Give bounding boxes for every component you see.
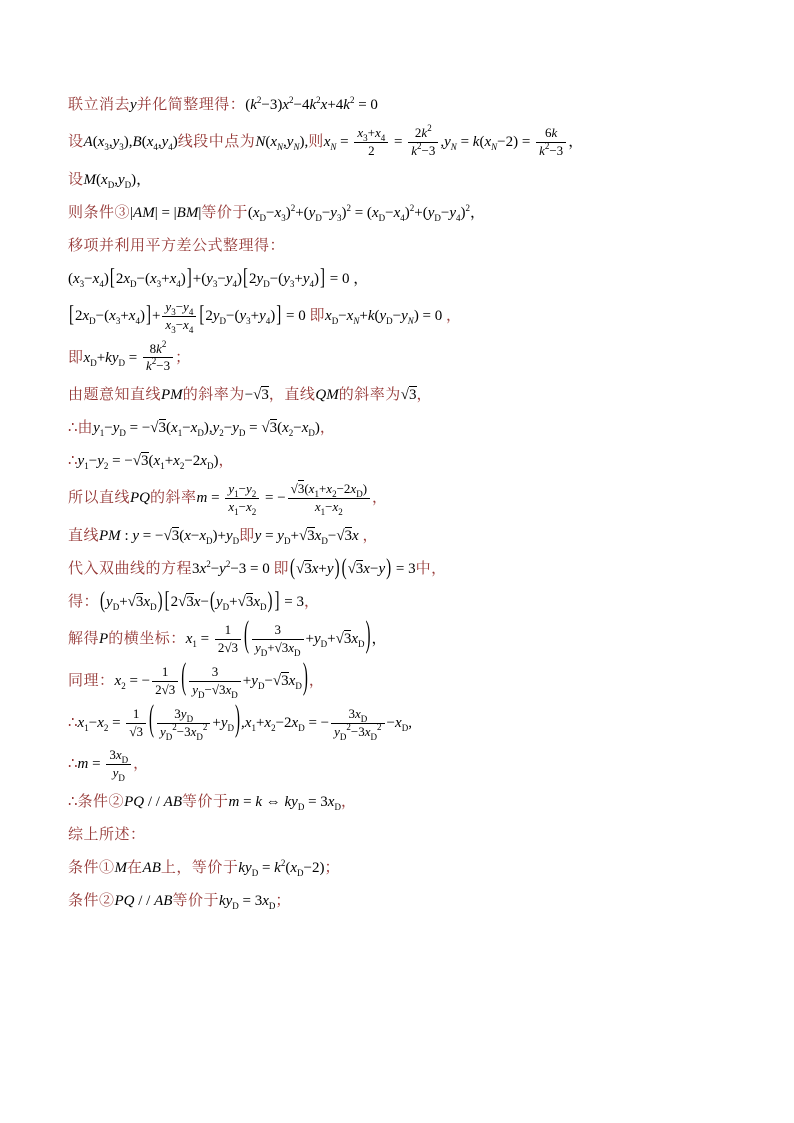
formula-line: 同理：$x_2$ = − $\frac{1}{2 √ 3}$ ( $\frac{3}{y_D- √ 3x_D}$ $+y_D-$ √ $3x_D$)， [68,664,738,699]
formula-line: 联立消去y并化简整理得：$(k^2-3)x^2-4k^2x+4k^2 = 0$ [68,95,378,113]
formula-line: $\therefore y_1-y_2$ = − √ $3(x_1+x_2-2x_D)$， [68,448,738,474]
formula-line: ∴m = $\frac{3x_D}{y_D}$ ， [68,747,149,784]
formula-line: 移项并利用平方差公式整理得： [68,237,286,254]
formula-line: 得：($y_D+$ √ $3x_D$) [2 √ $3x-(y_D+$ √ $3x_D$) ] = 3， [68,589,738,615]
formula-line: 即$x_D+ky_D$ = $\frac{8k^2}{k^2-3}$ ； [68,338,191,374]
formula-line: 由题意知直线PM的斜率为− √ 3，直线QM的斜率为 √ 3， [68,382,738,408]
formula-line: 条件①M在AB上，等价于$ky_D = k^2(x_D-2)$； [68,858,340,879]
formula-line: 所以直线PQ的斜率m = $\frac{y_1-y_2}{x_1-x_2}$ = − √ $\frac{3(x_1+x_2-2x_D)}{x_1-x_2}$ ， [68,481,738,516]
formula-line: 条件②PQ / / AB等价于$ky_D = 3x_D$； [68,893,291,912]
formula-line: $[2x_D-(x_3+x_4)]+$ $\frac{y_3-y_4}{x_3-x_4}$ $[2y_D-(y_3+y_4)] = 0$ 即$x_D-x_N+k(y_D-y_N) = 0$ ， [69,298,462,335]
formula-line: $(x_3-x_4)[2x_D-(x_3+x_4)]+(y_3-y_4)[2y_D-(y_3+y_4)] = 0$ ， [68,265,369,291]
formula-line: $\therefore x_1-x_2$ = 1 √ 3 ( $\frac{3y_D}{y_D^2-3x_D^2}$ $+y_D),x_1+x_2-2x_D$ = − $\frac{3x_D}{y_D^2-3x_D^2}$ $-x_D$, [68,706,738,741]
formula-line: 设$A(x_3,y_3),B(x_4,y_4)$线段中点为$N(x_N,y_N)$,则$x_N$ = $\frac{x_3+x_4}{2}$ = $\frac{2k^2}{k^2-3}$ $,y_N = k(x_N-2)$ = $\frac{6k}{k^2-3}$ ， [68,123,584,158]
formula-line: 解得P的横坐标：$x_1$ = $\frac{1}{2 √ 3}$ ( $\frac{3}{y_D+ √ 3x_D}$ $+y_D+$ √ $3x_D$)， [68,622,738,657]
formula-line: 直线PM : y = − √ $3(x-x_D)+y_D$即$y = y_D+$ √ $3x_D-$ √ 3x ， [68,523,738,549]
formula-line: ∴条件②PQ / / AB等价于m = k ⇔ $ky_D = 3x_D$， [68,794,356,813]
formula-line: 设$M(x_D,y_D)$， [68,171,152,190]
formula-line: ∴由$y_1-y_D$ = − √ $3(x_1-x_D),y_2-y_D$ = √ $3(x_2-x_D)$， [68,415,738,441]
formula-line: 代入双曲线的方程$3x^2-y^2-3 = 0$ 即( √ 3x+y) ( √ 3x−y) = 3中， [68,556,738,582]
formula-line: 则条件③|AM| = |BM|等价于$(x_D-x_3)^2+(y_D-y_3)^2 = (x_D-x_4)^2+(y_D-y_4)^2$， [68,202,486,223]
formula-line: 综上所述： [68,827,146,844]
